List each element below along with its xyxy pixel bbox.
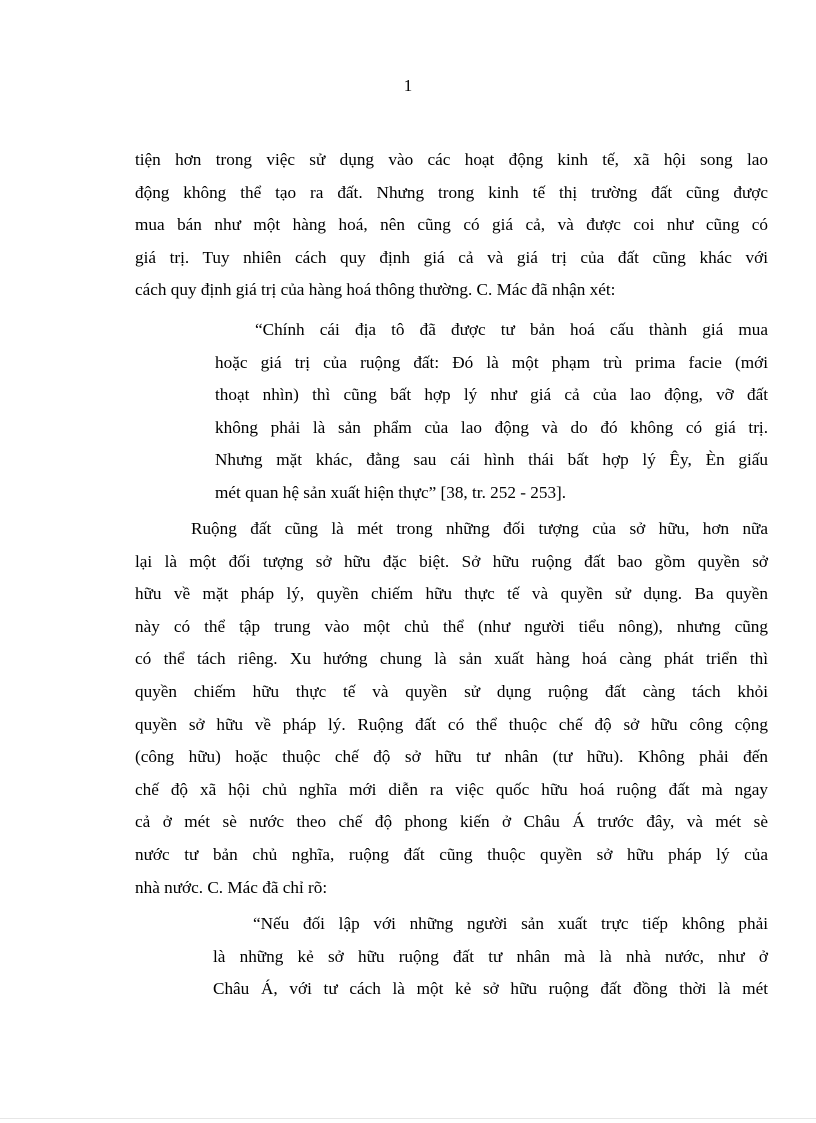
text-line: này có thể tập trung vào một chủ thể (như người tiểu nông), nhưng cũng: [135, 616, 768, 636]
text-line: mua bán như một hàng hoá, nên cũng có giá cả, và được coi như cũng có: [135, 215, 768, 234]
text-line: không phải là sản phẩm của lao động và do đó không có giá trị.: [215, 417, 768, 437]
text-line: nước tư bản chủ nghĩa, ruộng đất cũng thuộc quyền sở hữu pháp lý của: [135, 845, 768, 864]
text-line: động không thể tạo ra đất. Nhưng trong kinh tế thị trường đất cũng được: [135, 182, 768, 202]
text-line: tiện hơn trong việc sử dụng vào các hoạt động kinh tế, xã hội song lao: [135, 150, 768, 169]
text-line: hữu về mặt pháp lý, quyền chiếm hữu thực tế và quyền sử dụng. Ba quyền: [135, 584, 768, 604]
text-line: nhà nước. C. Mác đã chỉ rõ:: [135, 877, 328, 897]
page-bottom-edge: [0, 1118, 816, 1119]
text-line: Nhưng mặt khác, đằng sau cái hình thái bất hợp lý Êy, Èn giấu: [215, 450, 768, 469]
text-line: giá trị. Tuy nhiên cách quy định giá cả và giá trị của đất cũng khác với: [135, 247, 768, 267]
text-line: cách quy định giá trị của hàng hoá thông thường. C. Mác đã nhận xét:: [135, 280, 616, 299]
text-line: chế độ xã hội chủ nghĩa mới diễn ra việc quốc hữu hoá ruộng đất mà ngay: [135, 779, 768, 799]
text-line: có thể tách riêng. Xu hướng chung là sản xuất hàng hoá càng phát triển thì: [135, 649, 768, 669]
text-line: mét quan hệ sản xuất hiện thực” [38, tr. 252 - 253].: [215, 482, 567, 502]
text-line: hoặc giá trị của ruộng đất: Đó là một phạm trù prima facie (mới: [215, 352, 768, 372]
text-line: “Chính cái địa tô đã được tư bản hoá cấu thành giá mua: [255, 320, 768, 339]
text-line: quyền sở hữu về pháp lý. Ruộng đất có thể thuộc chế độ sở hữu công cộng: [135, 714, 768, 734]
text-line: (công hữu) hoặc thuộc chế độ sở hữu tư nhân (tư hữu). Không phải đến: [135, 747, 768, 767]
text-line: “Nếu đối lập với những người sản xuất trực tiếp không phải: [253, 914, 768, 933]
text-line: là những kẻ sở hữu ruộng đất tư nhân mà là nhà nước, như ở: [213, 946, 768, 966]
text-line: Châu Á, với tư cách là một kẻ sở hữu ruộng đất đồng thời là mét: [213, 979, 768, 998]
text-line: cả ở mét sè nước theo chế độ phong kiến ở Châu Á trước đây, và mét sè: [135, 812, 768, 832]
text-line: quyền chiếm hữu thực tế và quyền sử dụng ruộng đất càng tách khỏi: [135, 682, 768, 701]
text-line: lại là một đối tượng sở hữu đặc biệt. Sở hữu ruộng đất bao gồm quyền sở: [135, 551, 768, 571]
page-number: 1: [403, 76, 413, 95]
text-line: thoạt nhìn) thì cũng bất hợp lý như giá cả của lao động, vỡ đất: [215, 385, 768, 404]
text-line: Ruộng đất cũng là mét trong những đối tượng của sở hữu, hơn nữa: [191, 519, 768, 538]
